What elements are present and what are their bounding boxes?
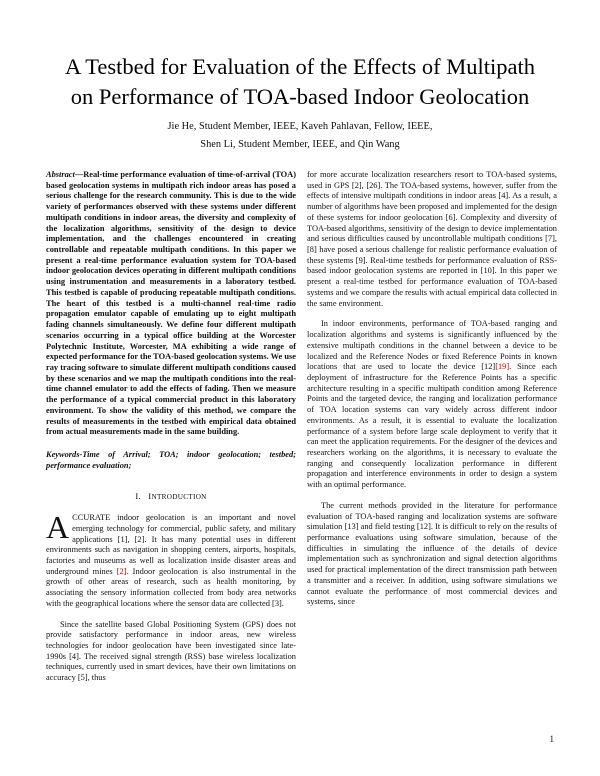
abstract-text: —Real-time performance evaluation of time-of-arrival (TOA) based geolocation systems in multipath rich indoor areas has posed a serious challenge for the research community. This is due to the wide variety of performances observed with these systems under different multipath conditions in indoor areas, the diversity and complexity of the localization algorithms, sensitivity of the design to device implementation, and the challenges encountered in creating controllable and repeatable multipath conditions. In this paper we present a real-time performance evaluation system for TOA-based indoor geolocation devices operating in different multipath conditions using instrumentation and measurements in a laboratory testbed. This testbed is capable of producing repeatable multipath conditions. The heart of this testbed is a multi-channel real-time radio propagation emulator capable of emulating up to eight multipath fading channels simultaneously. We define four different multipath scenarios occurring in a typical office building at the Worcester Polytechnic Institute, Worcester, MA exhibiting a wide range of expected performance for the TOA-based geolocation systems. We use ray tracing software to simulate different multipath conditions caused by these scenarios and we map the multipath conditions into the real-time channel emulator to add the effects of fading. Then we measure the performance of a typical commercial product in this laboratory environment. To show the validity of this method, we compare the results of measurements in the testbed with empirical data obtained from actual measurements made in the same building. <box>46 170 296 437</box>
citation-link-19[interactable]: [19] <box>495 362 510 372</box>
keywords: Keywords-Time of Arrival; TOA; indoor geolocation; testbed; performance evaluation; <box>46 449 296 470</box>
title-line-2: on Performance of TOA-based Indoor Geolocation <box>70 84 530 109</box>
section-heading <box>46 491 296 503</box>
right-paragraph-3: The current methods provided in the literature for performance evaluation of TOA-based ranging and localization systems are software simulation [13] and field testing [12]. It is difficult to rely on the results of performance evaluations using software simulation, because of the difficulties in simulating the influence of the details of device implementation such as synchronization and signal detection algorithms used for practical implementation of the direct transmission path between a transmitter and a receiver. In addition, using software simulations we cannot evaluate the performance of most commercial devices and systems, since <box>307 500 557 607</box>
intro-paragraph-2: Since the satellite based Global Positioning System (GPS) does not provide satisfactory performance in indoor areas, new wireless technologies for indoor geolocation have been investigated since late-1990s [4]. The received signal strength (RSS) base wireless localization techniques, currently used in smart devices, have their own limitations on accuracy [5], thus <box>46 619 296 683</box>
intro-paragraph-1 <box>46 509 297 609</box>
abstract <box>46 170 296 438</box>
right-paragraph-1: for more accurate localization researchers resort to TOA-based systems, used in GPS [2], [26]. The TOA-based systems, however, suffer from the effects of intensive multipath conditions in indoor areas [4]. As a result, a number of algorithms have been proposed and implemented for the design of these systems for indoor geolocation [6]. Complexity and diversity of TOA-based algorithms, sensitivity of the design to device implementation and serious difficulties caused by uncontrollable multipath conditions [7], [8] have posed a serious challenge for realistic performance evaluation of these systems [9]. Real-time testbeds for performance evaluation of RSS-based indoor geolocation systems are reported in [10]. In this paper we present a real-time testbed for performance evaluation of TOA-based systems and we compare the results with actual empirical data collected in the same environment. <box>307 170 557 308</box>
right-paragraph-2 <box>307 319 557 491</box>
right-column <box>307 170 557 608</box>
intro-p1-text: CCURATE indoor geolocation is an important and novel emerging technology for commercial, public safety, and military applications [1], [2]. It has many potential uses in different environments such as navigation in shopping centers, airports, hospitals, factories and museums as well as localization inside disaster areas and underground mines <box>46 513 296 576</box>
paper-title <box>20 52 580 112</box>
citation-link-2[interactable]: [2]. <box>116 566 129 576</box>
section-title-first: I <box>148 491 152 502</box>
authors-line-1: Jie He, Student Member, IEEE, Kaveh Pahlavan, Fellow, IEEE, <box>167 121 433 132</box>
drop-cap: A <box>46 509 70 546</box>
abstract-label: Abstract <box>46 170 75 179</box>
title-line-1: A Testbed for Evaluation of the Effects of Multipath <box>65 54 535 79</box>
page-number: 1 <box>549 734 554 744</box>
authors-line-2: Shen Li, Student Member, IEEE, and Qin Wang <box>200 139 400 150</box>
intro-p1-rest: Indoor geolocation is also instrumental in the growth of other areas of research, such as health monitoring, by associating the sensory information collected from body area networks with the geographical locations where the sensor data are collected [3]. <box>46 566 297 608</box>
left-column <box>46 170 296 684</box>
author-block <box>20 118 580 154</box>
right-p2-text-b: . Since each deployment of infrastructure for the Reference Points has a specific architecture resulting in a specific multipath condition among Reference Points and the targeted device, the ranging and localization performance of TOA location systems can vary widely across different indoor environments. As a result, it is essential to evaluate the localization performance of a system before large scale deployment to verify that it can meet the application requirements. For the designer of the devices and researchers working on the algorithms, it is necessary to evaluate the ranging and consequently localization performance in different propagation and interference environments in order to design a system with an optimal performance. <box>307 362 557 490</box>
section-title-rest: NTRODUCTION <box>151 493 207 502</box>
section-number: I. <box>135 491 141 502</box>
right-p2-text-a: In indoor environments, performance of TOA-based ranging and localization algorithms and systems is significantly influenced by the extensive multipath conditions in the channel between a device to be localized and the Reference Nodes or fixed Reference Points in known locations that are used to locate the device [12] <box>307 319 557 372</box>
